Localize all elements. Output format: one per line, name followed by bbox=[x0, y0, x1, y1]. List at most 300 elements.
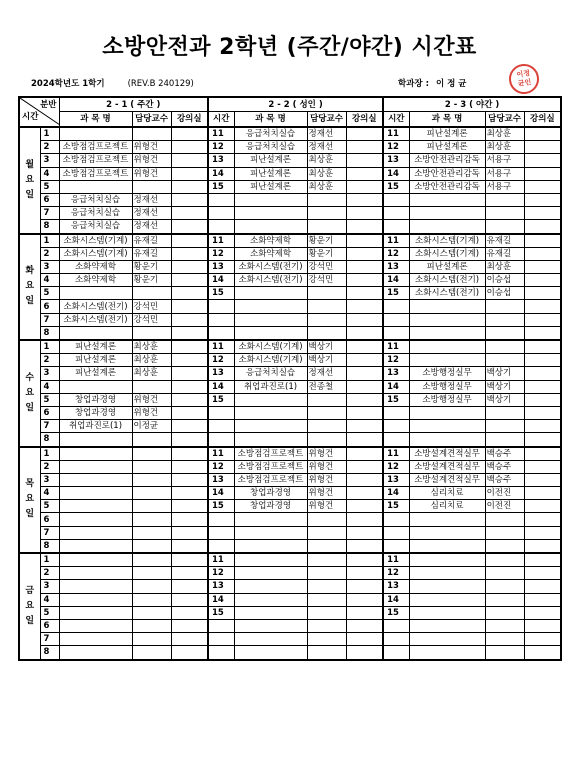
table-row bbox=[19, 193, 561, 206]
day-char: 요 bbox=[25, 281, 35, 292]
professor-cell bbox=[307, 287, 346, 300]
day-char: 목 bbox=[25, 479, 35, 490]
period-cell: 7 bbox=[40, 207, 59, 220]
professor-cell bbox=[485, 354, 524, 367]
professor-cell: 백상기 bbox=[307, 354, 346, 367]
subject-cell bbox=[234, 606, 307, 619]
professor-cell bbox=[307, 553, 346, 567]
professor-cell: 백상기 bbox=[485, 367, 524, 380]
professor-cell bbox=[307, 433, 346, 447]
period-cell: 1 bbox=[40, 447, 59, 461]
professor-cell bbox=[485, 633, 524, 646]
day-char: 요 bbox=[25, 174, 35, 185]
subject-cell: 소화시스템(기계) bbox=[59, 247, 132, 260]
room-cell bbox=[524, 167, 561, 180]
period-cell: 8 bbox=[40, 326, 59, 340]
timetable bbox=[18, 96, 562, 661]
subject-cell: 소방설계견적실무 bbox=[409, 460, 485, 473]
section-axis-label: 분반 bbox=[40, 100, 57, 110]
period-cell: 15 bbox=[383, 287, 409, 300]
room-cell bbox=[346, 127, 383, 141]
subject-cell: 소화시스템(기계) bbox=[234, 354, 307, 367]
period-cell: 5 bbox=[40, 287, 59, 300]
subject-cell: 창업과경영 bbox=[59, 393, 132, 406]
period-cell: 7 bbox=[40, 633, 59, 646]
room-cell bbox=[171, 274, 208, 287]
subject-cell bbox=[234, 433, 307, 447]
table-row bbox=[19, 393, 561, 406]
subject-cell bbox=[409, 619, 485, 632]
period-cell: 5 bbox=[40, 180, 59, 193]
professor-cell: 최상훈 bbox=[132, 340, 171, 354]
professor-cell: 황운기 bbox=[307, 234, 346, 248]
table-row bbox=[19, 141, 561, 154]
room-cell bbox=[171, 406, 208, 419]
period-cell: 13 bbox=[383, 580, 409, 593]
professor-cell: 위형건 bbox=[132, 141, 171, 154]
room-cell bbox=[171, 393, 208, 406]
subject-cell: 소방점검프로젝트 bbox=[234, 473, 307, 486]
room-cell bbox=[346, 633, 383, 646]
professor-cell: 황운기 bbox=[132, 274, 171, 287]
professor-cell: 정재선 bbox=[132, 207, 171, 220]
room-cell bbox=[524, 606, 561, 619]
subject-cell: 피난설계론 bbox=[59, 354, 132, 367]
period-cell: 11 bbox=[208, 234, 234, 248]
period-cell: 12 bbox=[208, 141, 234, 154]
period-cell bbox=[383, 326, 409, 340]
room-cell bbox=[171, 234, 208, 248]
period-cell: 13 bbox=[208, 260, 234, 273]
subject-cell: 취업과진로(1) bbox=[234, 380, 307, 393]
subject-cell: 소화약제학 bbox=[59, 260, 132, 273]
period-cell: 2 bbox=[40, 567, 59, 580]
period-cell: 12 bbox=[383, 354, 409, 367]
professor-cell bbox=[307, 193, 346, 206]
table-row bbox=[19, 313, 561, 326]
dept-head-info bbox=[398, 77, 467, 89]
period-cell: 11 bbox=[383, 340, 409, 354]
period-cell: 11 bbox=[208, 553, 234, 567]
table-row bbox=[19, 580, 561, 593]
period-cell bbox=[208, 406, 234, 419]
subject-cell: 창업과경영 bbox=[234, 487, 307, 500]
professor-cell: 최상훈 bbox=[485, 127, 524, 141]
professor-cell bbox=[307, 513, 346, 526]
professor-cell: 백승주 bbox=[485, 460, 524, 473]
table-row bbox=[19, 167, 561, 180]
professor-cell: 위형건 bbox=[307, 487, 346, 500]
professor-cell: 정재선 bbox=[132, 193, 171, 206]
professor-cell bbox=[307, 646, 346, 660]
period-cell: 13 bbox=[383, 367, 409, 380]
professor-cell bbox=[132, 287, 171, 300]
day-char: 요 bbox=[25, 387, 35, 398]
professor-cell bbox=[485, 340, 524, 354]
subject-cell bbox=[234, 326, 307, 340]
subject-cell: 소방점검프로젝트 bbox=[234, 460, 307, 473]
subject-cell bbox=[409, 593, 485, 606]
subject-cell: 소화시스템(전기) bbox=[59, 300, 132, 313]
period-cell: 14 bbox=[208, 380, 234, 393]
subject-cell bbox=[234, 207, 307, 220]
professor-cell bbox=[485, 619, 524, 632]
professor-cell bbox=[485, 539, 524, 553]
room-cell bbox=[171, 420, 208, 433]
room-cell bbox=[524, 154, 561, 167]
professor-cell: 정재선 bbox=[307, 367, 346, 380]
subject-cell: 응급처치실습 bbox=[234, 141, 307, 154]
subject-cell bbox=[234, 513, 307, 526]
table-row bbox=[19, 274, 561, 287]
period-cell: 6 bbox=[40, 193, 59, 206]
professor-cell: 최상훈 bbox=[307, 180, 346, 193]
subject-cell: 소방점검프로젝트 bbox=[234, 447, 307, 461]
room-cell bbox=[171, 300, 208, 313]
room-cell bbox=[346, 420, 383, 433]
period-cell bbox=[208, 207, 234, 220]
subject-cell: 소방행정실무 bbox=[409, 380, 485, 393]
subject-cell bbox=[409, 567, 485, 580]
room-cell bbox=[346, 393, 383, 406]
subject-cell bbox=[59, 500, 132, 513]
subject-cell bbox=[409, 207, 485, 220]
professor-cell: 백상기 bbox=[307, 340, 346, 354]
subject-cell: 소화시스템(기계) bbox=[409, 234, 485, 248]
day-label bbox=[19, 127, 40, 234]
table-row bbox=[19, 380, 561, 393]
subject-cell bbox=[59, 646, 132, 660]
professor-cell bbox=[307, 580, 346, 593]
time-axis-label: 시간 bbox=[22, 112, 39, 122]
period-cell bbox=[208, 513, 234, 526]
professor-cell bbox=[307, 526, 346, 539]
subject-cell bbox=[409, 340, 485, 354]
period-cell: 15 bbox=[208, 180, 234, 193]
professor-cell: 정재선 bbox=[307, 141, 346, 154]
subject-cell bbox=[234, 539, 307, 553]
professor-cell bbox=[132, 513, 171, 526]
day-label bbox=[19, 447, 40, 554]
table-row bbox=[19, 247, 561, 260]
period-cell: 4 bbox=[40, 487, 59, 500]
professor-cell: 이승섭 bbox=[485, 287, 524, 300]
room-cell bbox=[524, 300, 561, 313]
professor-cell bbox=[307, 220, 346, 234]
room-cell bbox=[346, 220, 383, 234]
period-cell bbox=[383, 220, 409, 234]
room-cell bbox=[524, 193, 561, 206]
table-row bbox=[19, 606, 561, 619]
period-cell: 3 bbox=[40, 367, 59, 380]
room-cell bbox=[524, 420, 561, 433]
period-cell: 2 bbox=[40, 141, 59, 154]
period-cell: 12 bbox=[208, 567, 234, 580]
subject-cell bbox=[409, 420, 485, 433]
subject-cell bbox=[234, 220, 307, 234]
subject-cell: 피난설계론 bbox=[234, 167, 307, 180]
room-cell bbox=[171, 313, 208, 326]
room-cell bbox=[171, 380, 208, 393]
room-cell bbox=[171, 354, 208, 367]
period-cell: 12 bbox=[383, 141, 409, 154]
room-cell bbox=[524, 127, 561, 141]
room-cell bbox=[524, 393, 561, 406]
subject-cell bbox=[59, 180, 132, 193]
room-cell bbox=[171, 154, 208, 167]
room-cell bbox=[171, 260, 208, 273]
revision-code: (REV.B 240129) bbox=[127, 79, 194, 89]
professor-cell: 황운기 bbox=[307, 247, 346, 260]
professor-cell bbox=[307, 420, 346, 433]
subject-cell bbox=[409, 553, 485, 567]
section-header-2-1: 2 - 1 ( 주간 ) bbox=[59, 97, 208, 112]
period-cell: 15 bbox=[383, 180, 409, 193]
period-cell: 14 bbox=[383, 593, 409, 606]
subject-cell: 소방안전관리감독 bbox=[409, 167, 485, 180]
subject-cell: 응급처치실습 bbox=[59, 207, 132, 220]
professor-cell: 백승주 bbox=[485, 447, 524, 461]
day-char: 일 bbox=[25, 189, 35, 200]
subject-cell: 소화시스템(전기) bbox=[409, 287, 485, 300]
room-cell bbox=[346, 487, 383, 500]
subject-cell bbox=[59, 567, 132, 580]
period-cell: 11 bbox=[383, 234, 409, 248]
period-cell: 11 bbox=[208, 447, 234, 461]
subject-cell bbox=[409, 406, 485, 419]
seal-line: 이정 bbox=[516, 69, 531, 79]
period-cell bbox=[383, 526, 409, 539]
period-cell: 8 bbox=[40, 539, 59, 553]
room-cell bbox=[524, 207, 561, 220]
professor-cell bbox=[132, 553, 171, 567]
subject-cell bbox=[234, 313, 307, 326]
period-cell bbox=[208, 420, 234, 433]
professor-cell bbox=[132, 326, 171, 340]
professor-cell: 위형건 bbox=[307, 460, 346, 473]
professor-cell: 강석민 bbox=[132, 313, 171, 326]
subject-cell: 소방점검프로젝트 bbox=[59, 141, 132, 154]
subject-header: 과 목 명 bbox=[234, 112, 307, 128]
professor-cell bbox=[307, 606, 346, 619]
subject-cell bbox=[409, 313, 485, 326]
professor-cell bbox=[132, 633, 171, 646]
subject-cell bbox=[59, 127, 132, 141]
professor-cell: 이전진 bbox=[485, 500, 524, 513]
professor-header: 담당교수 bbox=[307, 112, 346, 128]
day-char: 일 bbox=[25, 615, 35, 626]
subject-cell: 응급처치실습 bbox=[234, 367, 307, 380]
room-cell bbox=[346, 433, 383, 447]
period-cell: 3 bbox=[40, 260, 59, 273]
room-cell bbox=[524, 234, 561, 248]
period-cell bbox=[383, 300, 409, 313]
professor-cell: 최상훈 bbox=[485, 141, 524, 154]
professor-cell: 위형건 bbox=[132, 393, 171, 406]
period-cell: 12 bbox=[208, 354, 234, 367]
room-cell bbox=[346, 154, 383, 167]
period-cell bbox=[383, 406, 409, 419]
subject-cell bbox=[409, 326, 485, 340]
subject-cell bbox=[409, 354, 485, 367]
period-cell bbox=[208, 619, 234, 632]
room-cell bbox=[346, 646, 383, 660]
period-cell: 2 bbox=[40, 460, 59, 473]
period-cell: 15 bbox=[208, 606, 234, 619]
table-row bbox=[19, 593, 561, 606]
time-header: 시간 bbox=[208, 112, 234, 128]
day-char: 일 bbox=[25, 509, 35, 520]
period-cell: 15 bbox=[383, 500, 409, 513]
professor-header: 담당교수 bbox=[485, 112, 524, 128]
subject-cell: 소화약제학 bbox=[59, 274, 132, 287]
period-cell bbox=[383, 619, 409, 632]
room-cell bbox=[346, 406, 383, 419]
professor-cell bbox=[485, 193, 524, 206]
professor-cell: 백승주 bbox=[485, 473, 524, 486]
period-cell: 14 bbox=[383, 167, 409, 180]
room-cell bbox=[524, 500, 561, 513]
table-row bbox=[19, 287, 561, 300]
professor-cell: 강석민 bbox=[307, 260, 346, 273]
professor-cell bbox=[485, 580, 524, 593]
subject-cell: 심리치료 bbox=[409, 500, 485, 513]
subject-cell: 소화시스템(전기) bbox=[409, 274, 485, 287]
table-row bbox=[19, 234, 561, 248]
subject-cell: 심리치료 bbox=[409, 487, 485, 500]
subject-cell bbox=[234, 580, 307, 593]
room-cell bbox=[171, 141, 208, 154]
room-cell bbox=[346, 234, 383, 248]
professor-cell: 위형건 bbox=[307, 473, 346, 486]
subject-cell bbox=[409, 633, 485, 646]
room-cell bbox=[171, 539, 208, 553]
subject-cell: 소화시스템(기계) bbox=[409, 247, 485, 260]
professor-header: 담당교수 bbox=[132, 112, 171, 128]
subject-cell bbox=[59, 633, 132, 646]
period-cell: 1 bbox=[40, 234, 59, 248]
professor-cell bbox=[132, 473, 171, 486]
room-cell bbox=[524, 220, 561, 234]
table-row bbox=[19, 220, 561, 234]
period-cell: 14 bbox=[208, 487, 234, 500]
subject-cell bbox=[234, 567, 307, 580]
room-cell bbox=[346, 447, 383, 461]
room-cell bbox=[346, 247, 383, 260]
room-cell bbox=[524, 487, 561, 500]
subject-cell bbox=[234, 287, 307, 300]
subject-cell: 응급처치실습 bbox=[59, 220, 132, 234]
subject-cell bbox=[409, 606, 485, 619]
professor-cell: 강석민 bbox=[132, 300, 171, 313]
table-row bbox=[19, 646, 561, 660]
professor-cell bbox=[485, 606, 524, 619]
professor-cell bbox=[132, 593, 171, 606]
room-cell bbox=[171, 646, 208, 660]
room-cell bbox=[171, 460, 208, 473]
period-cell: 1 bbox=[40, 127, 59, 141]
period-cell: 13 bbox=[208, 367, 234, 380]
room-cell bbox=[524, 274, 561, 287]
subject-cell bbox=[59, 460, 132, 473]
day-label bbox=[19, 234, 40, 341]
subject-cell: 응급처치실습 bbox=[59, 193, 132, 206]
period-cell: 13 bbox=[208, 580, 234, 593]
subject-cell bbox=[59, 447, 132, 461]
professor-cell bbox=[307, 207, 346, 220]
section-header-2-3: 2 - 3 ( 야간 ) bbox=[383, 97, 561, 112]
subject-cell: 소방설계견적실무 bbox=[409, 473, 485, 486]
subject-cell bbox=[409, 300, 485, 313]
table-row bbox=[19, 539, 561, 553]
period-cell: 15 bbox=[383, 393, 409, 406]
period-cell bbox=[208, 300, 234, 313]
subject-cell: 소화시스템(전기) bbox=[234, 274, 307, 287]
subject-cell: 소방행정실무 bbox=[409, 393, 485, 406]
period-cell bbox=[208, 193, 234, 206]
table-row bbox=[19, 326, 561, 340]
period-cell: 3 bbox=[40, 473, 59, 486]
room-cell bbox=[346, 180, 383, 193]
professor-cell: 최상훈 bbox=[307, 154, 346, 167]
table-row bbox=[19, 500, 561, 513]
professor-cell bbox=[485, 420, 524, 433]
period-cell bbox=[208, 646, 234, 660]
professor-cell bbox=[307, 633, 346, 646]
professor-cell: 최상훈 bbox=[485, 260, 524, 273]
table-row bbox=[19, 406, 561, 419]
timetable-body bbox=[19, 127, 561, 660]
period-cell bbox=[208, 539, 234, 553]
subject-cell bbox=[59, 287, 132, 300]
room-cell bbox=[346, 580, 383, 593]
professor-cell bbox=[307, 313, 346, 326]
room-cell bbox=[171, 247, 208, 260]
professor-cell: 서용구 bbox=[485, 180, 524, 193]
period-cell: 8 bbox=[40, 433, 59, 447]
professor-cell bbox=[485, 513, 524, 526]
table-row bbox=[19, 367, 561, 380]
room-cell bbox=[524, 406, 561, 419]
table-row bbox=[19, 354, 561, 367]
subject-cell bbox=[409, 646, 485, 660]
table-row bbox=[19, 567, 561, 580]
subject-cell bbox=[59, 606, 132, 619]
table-row bbox=[19, 340, 561, 354]
table-row bbox=[19, 619, 561, 632]
room-cell bbox=[346, 513, 383, 526]
room-cell bbox=[171, 633, 208, 646]
dept-head-name: 이 정 균 bbox=[435, 79, 467, 89]
subject-cell bbox=[59, 473, 132, 486]
professor-cell bbox=[132, 460, 171, 473]
professor-cell bbox=[307, 326, 346, 340]
period-cell: 6 bbox=[40, 619, 59, 632]
professor-cell: 정재선 bbox=[132, 220, 171, 234]
professor-cell bbox=[485, 646, 524, 660]
subject-cell bbox=[234, 193, 307, 206]
year-term: 2024학년도 1학기 bbox=[31, 79, 105, 89]
table-row bbox=[19, 513, 561, 526]
professor-cell: 서용구 bbox=[485, 154, 524, 167]
period-cell: 11 bbox=[208, 340, 234, 354]
room-cell bbox=[524, 354, 561, 367]
period-cell: 14 bbox=[383, 487, 409, 500]
room-cell bbox=[524, 380, 561, 393]
room-cell bbox=[524, 433, 561, 447]
subject-cell bbox=[409, 526, 485, 539]
subject-cell: 창업과경영 bbox=[234, 500, 307, 513]
